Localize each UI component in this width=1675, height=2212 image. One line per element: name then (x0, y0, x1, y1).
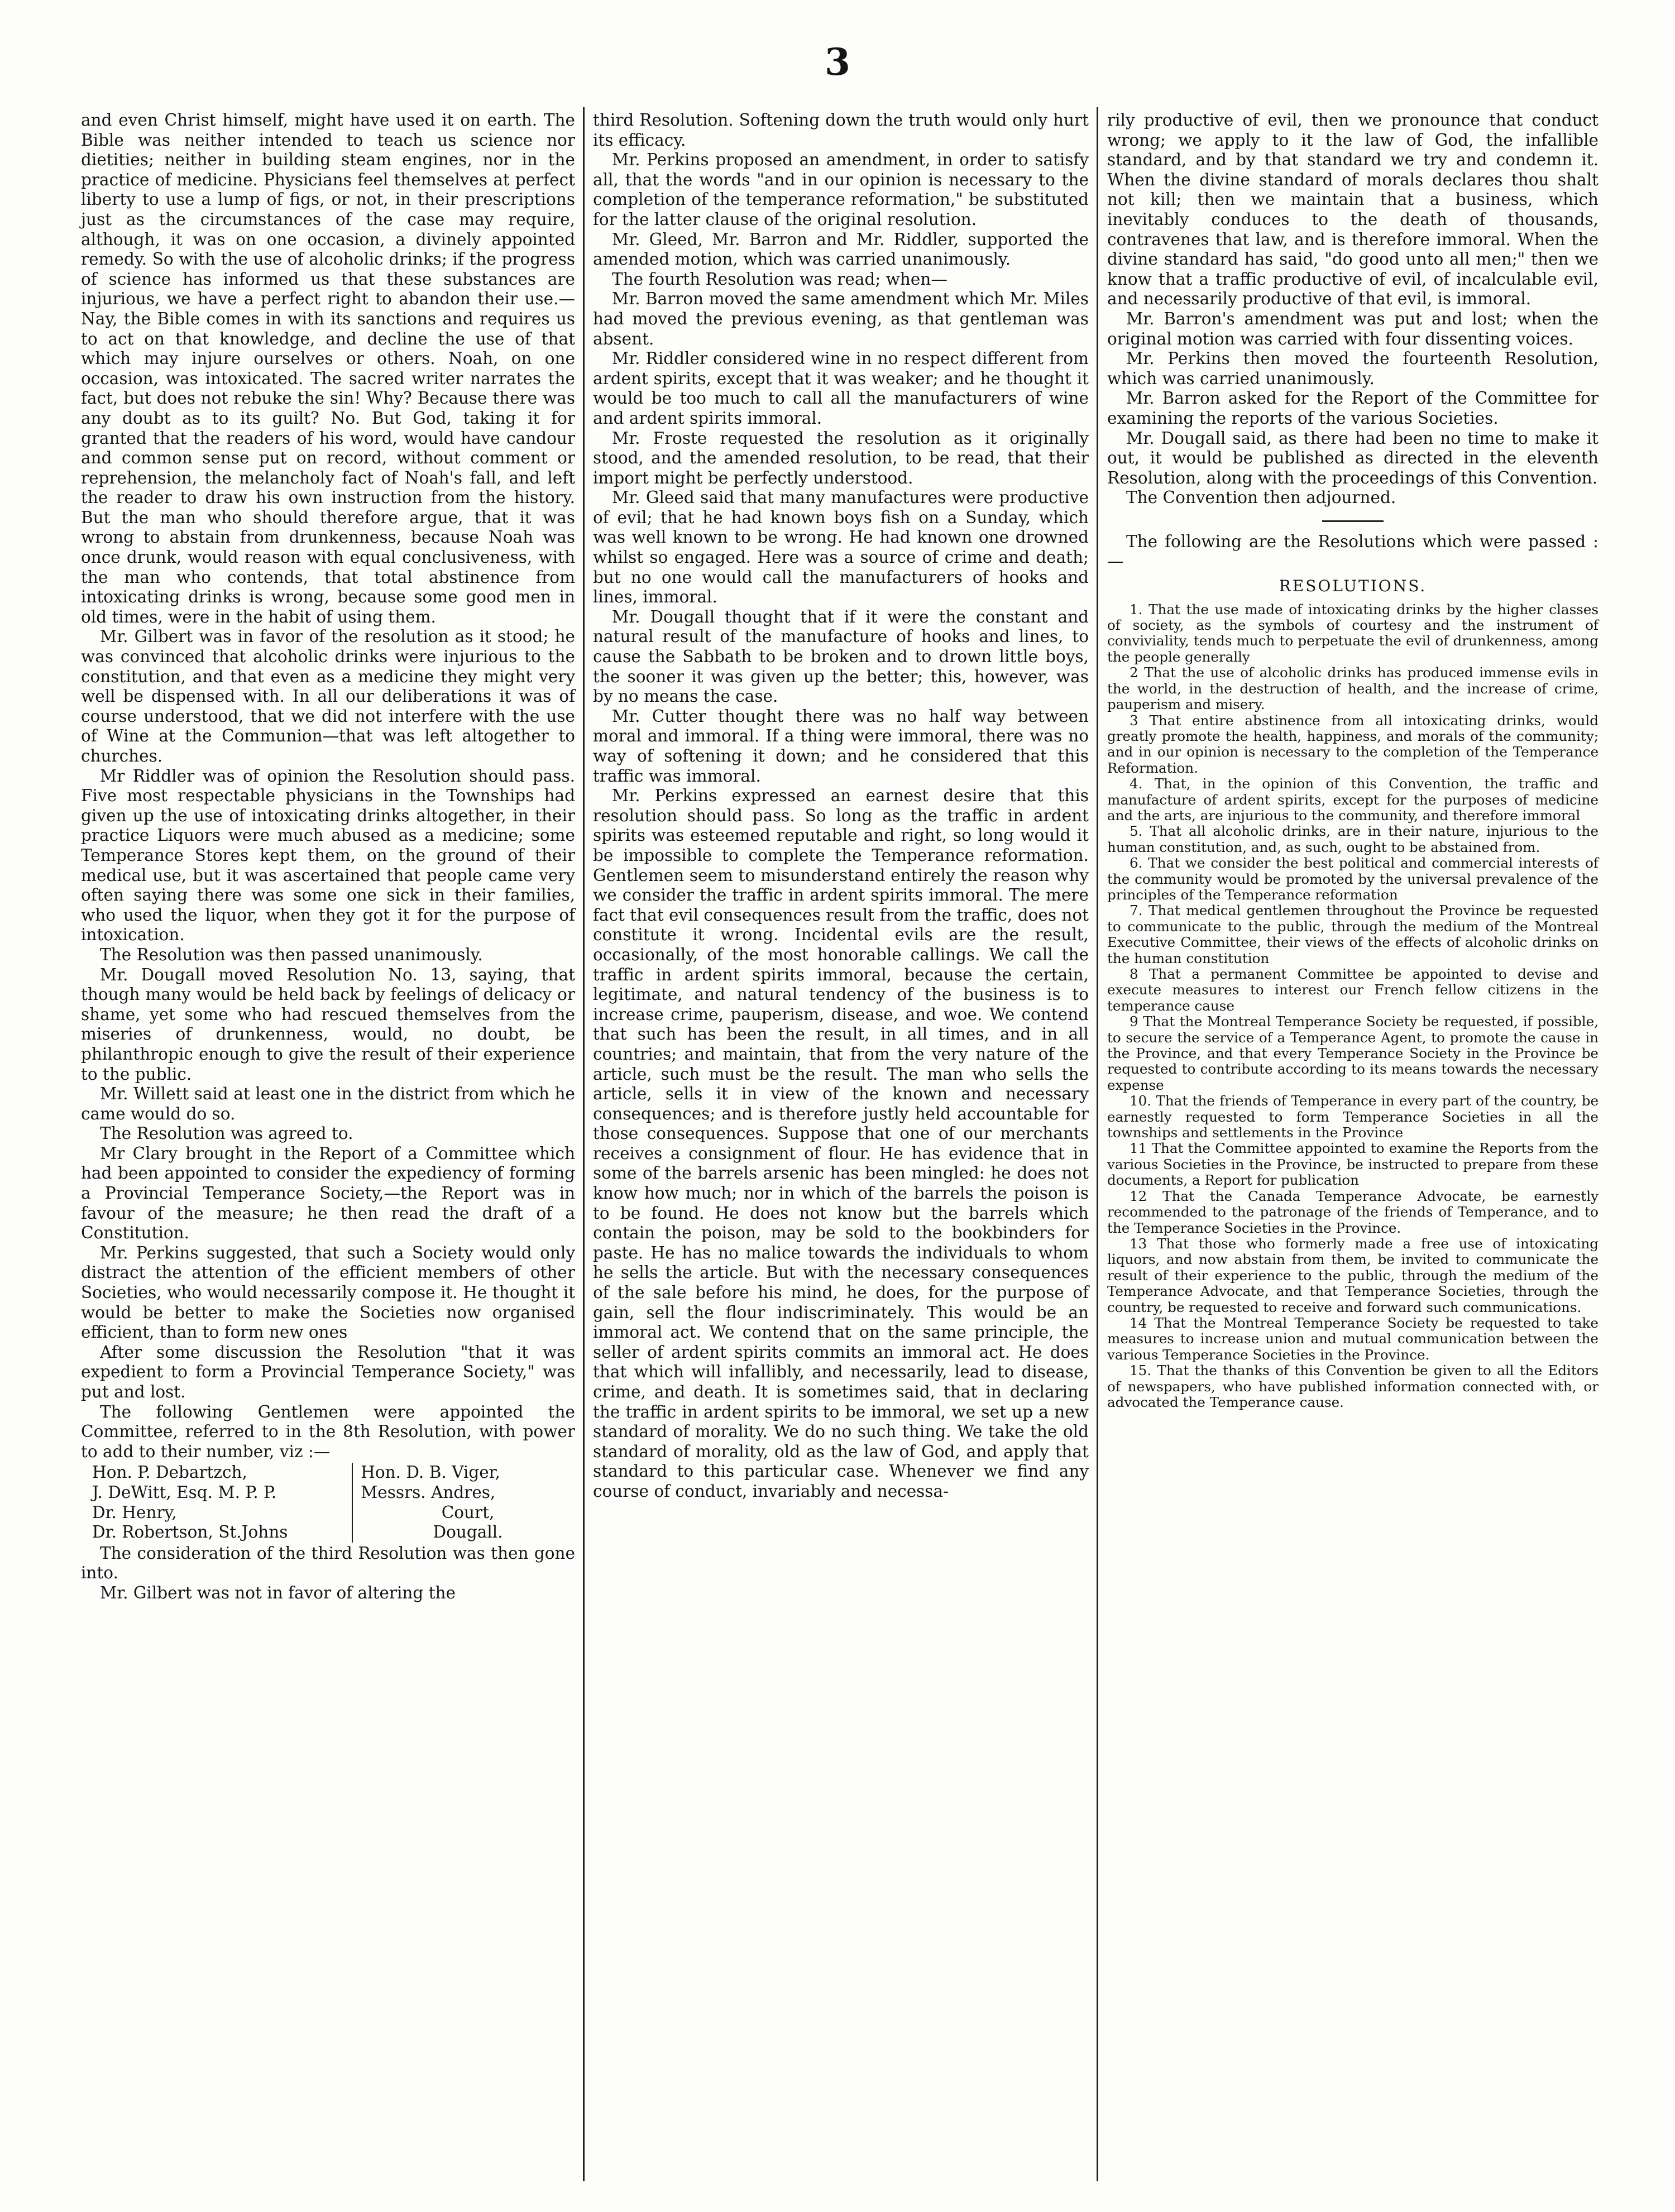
resolution-item: 1. That the use made of intoxicating drinks by the higher classes of society, as the symbols of courtesy and the instrument of conviviality, tends much to perpetuate the evil of drunkenness, among the people generally (1107, 601, 1599, 665)
committee-member: Dougall. (433, 1522, 503, 1542)
paragraph: Mr. Riddler considered wine in no respect different from ardent spirits, except that it was weaker; and he thought it would be too much to call all the manufacturers of wine and ardent spirits immoral. (593, 349, 1089, 428)
paragraph: Mr. Froste requested the resolution as it originally stood, and the amended resolution, to be read, that their import might be perfectly understood. (593, 428, 1089, 487)
committee-member: Dr. Robertson, St.Johns (92, 1522, 288, 1542)
committee-left-column (92, 1463, 353, 1542)
committee-member: J. DeWitt, Esq. M. P. P. (92, 1482, 277, 1502)
resolution-item: 2 That the use of alcoholic drinks has produced immense evils in the world, in the destruction of health, and the increase of crime, pauperism and misery. (1107, 664, 1599, 713)
resolution-item: 5. That all alcoholic drinks, are in their nature, injurious to the human constitution, and, as such, ought to be abstained from. (1107, 823, 1599, 855)
resolutions-heading: RESOLUTIONS. (1279, 577, 1427, 596)
column-rule (1097, 107, 1098, 2181)
paragraph: third Resolution. Softening down the truth would only hurt its efficacy. (593, 111, 1089, 150)
column-1 (81, 111, 575, 1603)
paragraph: Mr. Perkins then moved the fourteenth Resolution, which was carried unanimously. (1107, 349, 1599, 388)
resolution-item: 11 That the Committee appointed to examine the Reports from the various Societies in the Province, be instructed to prepare from these documents, a Report for publication (1107, 1140, 1599, 1189)
resolution-item: 4. That, in the opinion of this Convention, the traffic and manufacture of ardent spirits, except for the purposes of medicine and the arts, are injurious to the community, and therefore immoral (1107, 775, 1599, 823)
paragraph: The Convention then adjourned. (1126, 488, 1396, 507)
page-number: 3 (825, 40, 850, 84)
paragraph: Mr. Dougall thought that if it were the constant and natural result of the manufacture of hooks and lines, to cause the Sabbath to be broken and to drown little boys, the sooner it was given up the better; this, however, was by no means the case. (593, 607, 1089, 706)
paragraph: Mr. Perkins expressed an earnest desire that this resolution should pass. So long as the traffic in ardent spirits was esteemed reputable and right, so long would it be impossible to complete the Temperance reformation. Gentlemen seem to misunderstand entirely the reason why we consider the traffic in ardent spirits immoral. The mere fact that evil consequences result from the traffic, does not constitute it wrong. Incidental evils are the result, occasionally, of the most honorable callings. We call the traffic in ardent spirits immoral, because the certain, legitimate, and natural tendency of the business is to increase crime, pauperism, disease, and woe. We contend that such has been the result, in all times, and in all countries; and maintain, that from the very nature of the article, such must be the result. The man who sells the article, sells it in view of the known and necessary consequences; and is therefore justly held accountable for those consequences. Suppose that one of our merchants receives a consignment of flour. He has evidence that in some of the barrels arsenic has been mingled: he does not know how much; nor in which of the barrels the poison is to be found. He does not know but the barrels which contain the poison, may be sold to the bookbinders for paste. He has no malice towards the individuals to whom he sells the article. But with the necessary consequences of the sale before his mind, he does, for the purpose of gain, sell the flour indiscriminately. This would be an immoral act. We contend that on the same principle, the seller of ardent spirits commits an immoral act. He does that which will infallibly, and necessarily, lead to disease, crime, and death. It is sometimes said, that in declaring the traffic in ardent spirits to be immoral, we set up a new standard of morality. We do no such thing. We take the old standard of morality, old as the law of God, and apply that standard to this particular case. Whenever we find any course of conduct, invariably and necessa- (593, 786, 1089, 1501)
resolution-item: 3 That entire abstinence from all intoxicating drinks, would greatly promote the health, happiness, and morals of the community; and in our opinion is necessary to the completion of the Temperance Reformation. (1107, 712, 1599, 776)
resolution-item: 7. That medical gentlemen throughout the Province be requested to communicate to the public, through the medium of the Montreal Executive Committee, their views of the effects of alcoholic drinks on the human constitution (1107, 902, 1599, 966)
paragraph: Mr. Cutter thought there was no half way between moral and immoral. If a thing were immoral, there was no way of softening it down; and he considered that this traffic was immoral. (593, 706, 1089, 786)
resolution-item: 9 That the Montreal Temperance Society be requested, if possible, to secure the service of a Temperance Agent, to promote the cause in the Province, and that every Temperance Society in the Province be requested to contribute according to its means towards the necessary expense (1107, 1013, 1599, 1093)
resolution-item: 14 That the Montreal Temperance Society be requested to take measures to increase union and mutual communication between the various Temperance Societies in the Province. (1107, 1314, 1599, 1363)
paragraph: Mr. Perkins suggested, that such a Society would only distract the attention of the efficient members of other Societies, who would necessarily compose it. He thought it would be better to make the Societies now organised efficient, than to form new ones (81, 1243, 575, 1342)
paragraph: The Resolution was agreed to. (100, 1124, 353, 1143)
paragraph: Mr. Barron moved the same amendment which Mr. Miles had moved the previous evening, as that gentleman was absent. (593, 289, 1089, 348)
committee-member: Messrs. Andres, (361, 1482, 496, 1502)
paragraph: Mr. Gilbert was not in favor of altering the (100, 1583, 456, 1602)
paragraph: The fourth Resolution was read; when— (612, 269, 947, 289)
resolution-item: 10. That the friends of Temperance in every part of the country, be earnestly requested to form Temperance Societies in all the townships and settlements in the Province (1107, 1093, 1599, 1141)
paragraph: Mr. Gleed, Mr. Barron and Mr. Riddler, supported the amended motion, which was carried unanimously. (593, 229, 1089, 269)
paragraph: Mr. Gilbert was in favor of the resolution as it stood; he was convinced that alcoholic drinks were injurious to the constitution, and that even as a medicine they might very well be dispensed with. In all our deliberations it was of course understood, that we did not interfere with the use of Wine at the Communion—that was left altogether to churches. (81, 627, 575, 765)
resolution-item: 13 That those who formerly made a free use of intoxicating liquors, and now abstain from them, be invited to communicate the result of their experience to the public, through the medium of the Temperance Advocate, and that Temperance Societies, through the country, be requested to receive and forward such communications. (1107, 1235, 1599, 1315)
committee-member: Hon. P. Debartzch, (92, 1463, 247, 1482)
resolution-item: 15. That the thanks of this Convention be given to all the Editors of newspapers, who have published information connected with, or advocated the Temperance cause. (1107, 1362, 1599, 1410)
column-3 (1107, 111, 1599, 1410)
resolution-item: 6. That we consider the best political and commercial interests of the community would be promoted by the universal prevalence of the principles of the Temperance reformation (1107, 855, 1599, 903)
resolutions-list (1107, 602, 1599, 1411)
committee-list (92, 1463, 575, 1542)
paragraph: Mr. Gleed said that many manufactures were productive of evil; that he had known boys fish on a Sunday, which was well known to be wrong. He had known one drowned whilst so engaged. Here was a source of crime and death; but no one would call the manufacturers of hooks and lines, immoral. (593, 488, 1089, 607)
paragraph: The Resolution was then passed unanimously. (100, 945, 483, 964)
committee-member: Hon. D. B. Viger, (361, 1463, 500, 1482)
committee-member: Dr. Henry, (92, 1502, 177, 1522)
resolution-item: 8 That a permanent Committee be appointed to devise and execute measures to interest our French fellow citizens in the temperance cause (1107, 966, 1599, 1014)
paragraph: The following Gentlemen were appointed the Committee, referred to in the 8th Resolution, with power to add to their number, viz :— (81, 1402, 575, 1461)
paragraph: Mr. Barron's amendment was put and lost; when the original motion was carried with four dissenting voices. (1107, 309, 1599, 348)
committee-member: Court, (441, 1502, 495, 1522)
paragraph: and even Christ himself, might have used it on earth. The Bible was neither intended to teach us science nor dietities; neither in building steam engines, nor in the practice of medicine. Physicians feel themselves at perfect liberty to use a lump of figs, or not, in their prescriptions just as the circumstances of the case may require, although, it was on one occasion, a divinely appointed remedy. So with the use of alcoholic drinks; if the progress of science has informed us that these substances are injurious, we have a perfect right to abandon their use.—Nay, the Bible comes in with its sanctions and requires us to act on that knowledge, and decline the use of that which may injure ourselves or others. Noah, on one occasion, was intoxicated. The sacred writer narrates the fact, but does not rebuke the sin! Why? Because there was any doubt as to its guilt? No. But God, taking it for granted that the readers of his word, would have candour and common sense put on record, without comment or reprehension, the melancholy fact of Noah's fall, and left the reader to draw his own instruction from the history. But the man who should therefore argue, that it was wrong to abstain from drunkenness, because Noah was once drunk, would reason with equal conclusiveness, with the man who contends, that total abstinence from intoxicating drinks is wrong, because some good men in old times, were in the habit of using them. (81, 111, 575, 626)
paragraph: Mr Riddler was of opinion the Resolution should pass. Five most respectable physicians in the Townships had given up the use of intoxicating drinks altogether, in their practice Liquors were much abused as a medicine; some Temperance Stores kept them, on the ground of their medical use, but it was ascertained that people came very often saying there was some one sick in their families, who used the liquor, when they got it for the purpose of intoxication. (81, 766, 575, 945)
paragraph: Mr. Barron asked for the Report of the Committee for examining the reports of the various Societies. (1107, 389, 1599, 428)
paragraph: The consideration of the third Resolution was then gone into. (81, 1543, 575, 1583)
paragraph: rily productive of evil, then we pronounce that conduct wrong; we apply to it the law of God, the infallible standard, and by that standard we try and condemn it. When the divine standard of morals declares thou shalt not kill; then we maintain that a business, which inevitably conduces to the death of thousands, contravenes that law, and is therefore immoral. When the divine standard has said, "do good unto all men;" then we know that a traffic productive of evil, of incalculable evil, and necessarily productive of that evil, is immoral. (1107, 111, 1599, 309)
paragraph: Mr Clary brought in the Report of a Committee which had been appointed to consider the expediency of forming a Provincial Temperance Society,—the Report was in favour of the measure; he then read the draft of a Constitution. (81, 1143, 575, 1243)
resolutions-intro: The following are the Resolutions which were passed :— (1107, 532, 1599, 571)
section-divider (1322, 520, 1384, 522)
paragraph: After some discussion the Resolution "that it was expedient to form a Provincial Temperance Society," was put and lost. (81, 1342, 575, 1401)
committee-right-column (353, 1463, 575, 1542)
column-rule (583, 107, 585, 2181)
paragraph: Mr. Willett said at least one in the district from which he came would do so. (81, 1084, 575, 1123)
paragraph: Mr. Perkins proposed an amendment, in order to satisfy all, that the words "and in our opinion is necessary to the completion of the temperance reformation," be substituted for the latter clause of the original resolution. (593, 150, 1089, 229)
resolution-item: 12 That the Canada Temperance Advocate, be earnestly recommended to the patronage of the friends of Temperance, and to the Temperance Societies in the Province. (1107, 1188, 1599, 1236)
paragraph: Mr. Dougall moved Resolution No. 13, saying, that though many would be held back by feelings of delicacy or shame, yet some who had rescued themselves from the miseries of drunkenness, would, no doubt, be philanthropic enough to give the result of their experience to the public. (81, 965, 575, 1084)
column-2 (593, 111, 1089, 1502)
paragraph: Mr. Dougall said, as there had been no time to make it out, it would be published as directed in the eleventh Resolution, along with the proceedings of this Convention. (1107, 428, 1599, 487)
